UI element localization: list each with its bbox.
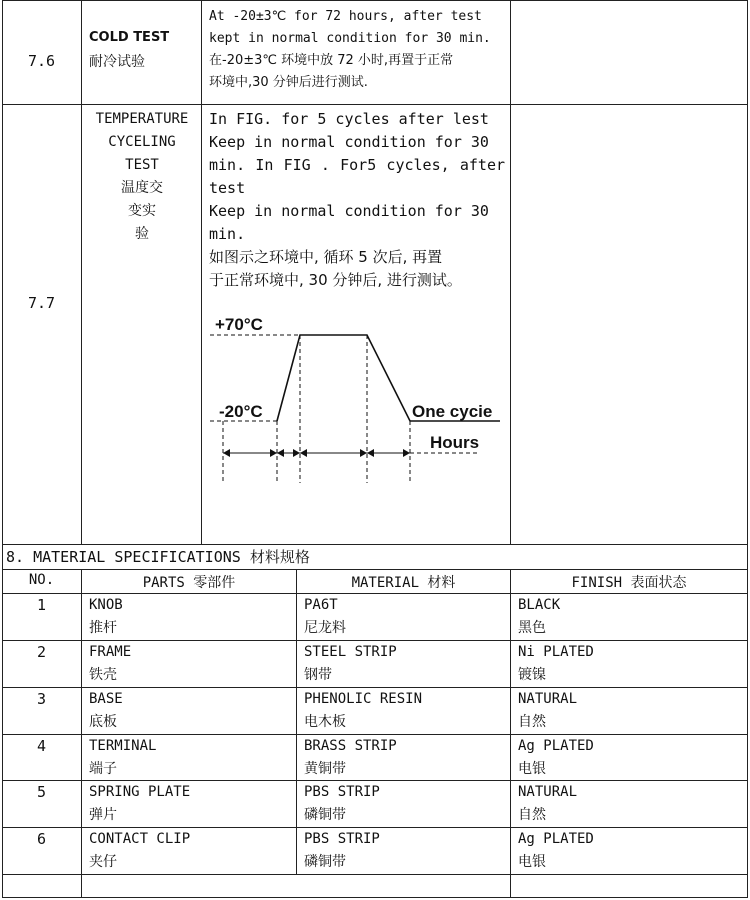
finish-cn: 黑色 bbox=[518, 620, 546, 636]
material-cn: 黄铜带 bbox=[304, 761, 346, 777]
hours-label: Hours bbox=[430, 433, 480, 452]
material-cell bbox=[304, 781, 380, 827]
cold-test-title-en: COLD TEST bbox=[89, 30, 170, 45]
temperature-cycle-figure bbox=[205, 300, 505, 490]
temp-cycling-title-line: 验 bbox=[135, 226, 149, 242]
material-cn: 尼龙料 bbox=[304, 620, 346, 636]
part-en: SPRING PLATE bbox=[89, 784, 191, 800]
table-row-no: 2 bbox=[36, 643, 47, 661]
finish-cell bbox=[518, 641, 594, 687]
material-en: PA6T bbox=[304, 597, 338, 613]
material-cell bbox=[304, 641, 397, 687]
one-cycle-label: One cycie bbox=[412, 402, 493, 421]
material-cn: 磷铜带 bbox=[304, 807, 346, 823]
part-cn: 弹片 bbox=[89, 807, 117, 823]
temp-cycling-desc-line: min. In FIG . For5 cycles, after test bbox=[209, 156, 505, 197]
part-en: BASE bbox=[89, 691, 123, 707]
temp-cycling-desc-line: 于正常环境中, 30 分钟后, 进行测试。 bbox=[209, 271, 462, 289]
temp-cycling-desc-line: Keep in normal condition for 30 bbox=[209, 133, 489, 151]
header-material: MATERIAL 材料 bbox=[351, 575, 456, 591]
border-left bbox=[2, 0, 3, 898]
material-cell bbox=[304, 594, 346, 640]
divider-col3 bbox=[510, 0, 511, 545]
finish-cell bbox=[518, 735, 594, 781]
border-top bbox=[2, 0, 748, 1]
finish-en: Ni PLATED bbox=[518, 644, 594, 660]
divider-row-7-6 bbox=[2, 104, 748, 105]
part-cell bbox=[89, 828, 190, 874]
temp-cycling-desc-line: Keep in normal condition for 30 bbox=[209, 202, 489, 220]
finish-cell bbox=[518, 781, 577, 827]
finish-cell bbox=[518, 594, 560, 640]
part-en: FRAME bbox=[89, 644, 132, 660]
part-cn: 铁壳 bbox=[89, 667, 117, 683]
border-bottom bbox=[2, 897, 748, 898]
header-parts: PARTS 零部件 bbox=[142, 575, 236, 591]
material-en: PBS STRIP bbox=[304, 784, 380, 800]
finish-en: Ag PLATED bbox=[518, 738, 594, 754]
finish-cn: 自然 bbox=[518, 714, 546, 730]
cold-test-desc-line: kept in normal condition for 30 min. bbox=[209, 31, 491, 46]
temp-cycling-title bbox=[84, 108, 200, 246]
border-right bbox=[747, 0, 748, 898]
divider-row-7-7 bbox=[2, 544, 748, 545]
material-en: PHENOLIC RESIN bbox=[304, 691, 423, 707]
finish-cn: 镀镍 bbox=[518, 667, 546, 683]
part-en: KNOB bbox=[89, 597, 123, 613]
part-en: CONTACT CLIP bbox=[89, 831, 191, 847]
material-cn: 电木板 bbox=[304, 714, 346, 730]
table-row-no: 6 bbox=[36, 830, 47, 848]
cold-test-desc-line: At -20±3℃ for 72 hours, after test bbox=[209, 9, 482, 24]
finish-cn: 自然 bbox=[518, 807, 546, 823]
finish-cell bbox=[518, 688, 577, 734]
part-en: TERMINAL bbox=[89, 738, 157, 754]
material-cn: 磷铜带 bbox=[304, 854, 346, 870]
material-en: STEEL STRIP bbox=[304, 644, 397, 660]
temp-cycling-title-line: 温度交 bbox=[121, 180, 163, 196]
cold-test-description bbox=[209, 6, 507, 94]
item-number-7-6: 7.6 bbox=[28, 52, 56, 70]
material-en: BRASS STRIP bbox=[304, 738, 397, 754]
part-cell bbox=[89, 781, 190, 827]
part-cell bbox=[89, 594, 123, 640]
table-col-divider bbox=[296, 569, 297, 874]
finish-en: BLACK bbox=[518, 597, 561, 613]
item-number-7-7: 7.7 bbox=[28, 294, 56, 312]
material-cn: 钢带 bbox=[304, 667, 332, 683]
divider-col2 bbox=[201, 0, 202, 545]
finish-en: Ag PLATED bbox=[518, 831, 594, 847]
part-cn: 夹仔 bbox=[89, 854, 117, 870]
temp-cycling-title-line: TEST bbox=[125, 157, 159, 173]
finish-cell bbox=[518, 828, 594, 874]
temp-cycling-desc-line: 如图示之环境中, 循环 5 次后, 再置 bbox=[209, 248, 443, 266]
part-cell bbox=[89, 735, 156, 781]
divider-col1 bbox=[81, 0, 82, 545]
temp-cycling-title-line: TEMPERATURE bbox=[95, 111, 189, 127]
cold-test-title-cn: 耐冷试验 bbox=[89, 54, 145, 70]
temp-cycling-desc-line: In FIG. for 5 cycles after lest bbox=[209, 110, 489, 128]
part-cn: 推杆 bbox=[89, 620, 117, 636]
temp-cycling-title-line: 变实 bbox=[128, 203, 156, 219]
low-temp-label: -20°C bbox=[219, 402, 263, 421]
finish-en: NATURAL bbox=[518, 784, 578, 800]
temp-cycling-title-line: CYCELING bbox=[108, 134, 176, 150]
part-cell bbox=[89, 688, 123, 734]
material-cell bbox=[304, 735, 397, 781]
part-cell bbox=[89, 641, 131, 687]
finish-cn: 电银 bbox=[518, 854, 546, 870]
finish-en: NATURAL bbox=[518, 691, 578, 707]
material-cell bbox=[304, 688, 422, 734]
table-row-no: 3 bbox=[36, 690, 47, 708]
cold-test-desc-line: 在-20±3℃ 环境中放 72 小时,再置于正常 bbox=[209, 53, 454, 68]
part-cn: 端子 bbox=[89, 761, 117, 777]
high-temp-label: +70°C bbox=[215, 315, 263, 334]
finish-cn: 电银 bbox=[518, 761, 546, 777]
header-no: NO. bbox=[28, 572, 55, 588]
temp-cycling-description bbox=[209, 108, 505, 292]
cold-test-desc-line: 环境中,30 分钟后进行测试. bbox=[209, 75, 368, 90]
table-row-no: 5 bbox=[36, 783, 47, 801]
part-cn: 底板 bbox=[89, 714, 117, 730]
table-row-divider bbox=[2, 874, 748, 875]
temp-cycling-desc-line: min. bbox=[209, 225, 246, 243]
divider-title bbox=[2, 569, 748, 570]
material-en: PBS STRIP bbox=[304, 831, 380, 847]
material-cell bbox=[304, 828, 380, 874]
table-row-no: 1 bbox=[36, 596, 47, 614]
header-finish: FINISH 表面状态 bbox=[571, 575, 687, 591]
table-row-no: 4 bbox=[36, 737, 47, 755]
material-section-title: 8. MATERIAL SPECIFICATIONS 材料规格 bbox=[6, 548, 310, 566]
